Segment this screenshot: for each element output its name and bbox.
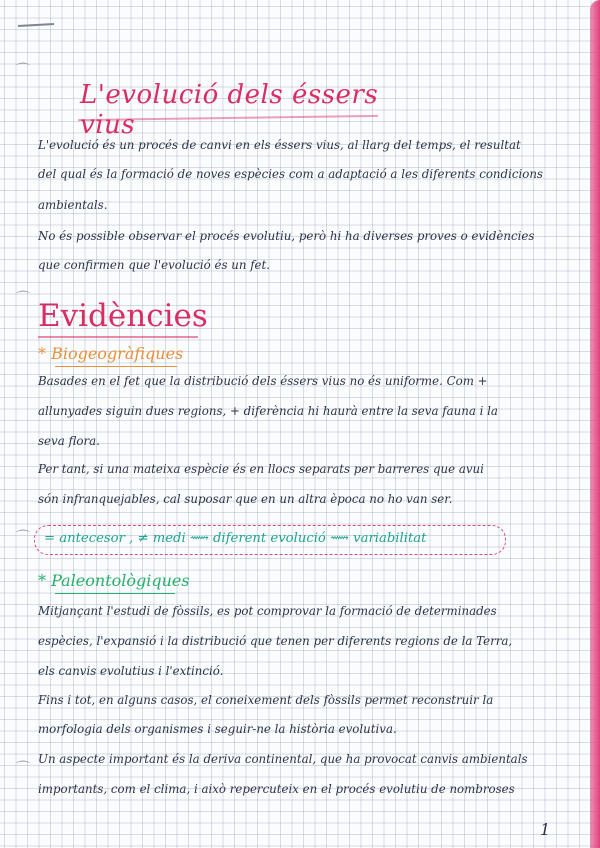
paleo-line: morfologia dels organismes i seguir-ne la història evolutiva.: [38, 722, 397, 736]
biogeo-line: Per tant, si una mateixa espècie és en llocs separats per barreres que avui: [38, 462, 484, 476]
page-title: L'evolució dels éssers vius: [80, 80, 379, 140]
punch-hole-icon: ⌒: [16, 63, 30, 79]
paleo-line: Fins i tot, en alguns casos, el coneixement dels fòssils permet reconstruir la: [38, 693, 494, 707]
subheading-paleontological: * Paleontològiques: [38, 571, 190, 590]
subheading-underline: [55, 366, 177, 367]
intro-line: ambientals.: [38, 198, 108, 212]
punch-hole-icon: ⌒: [16, 530, 30, 546]
callout-text: = antecesor , ≠ medi ⟿ diferent evolució ⟿ variabilitat: [44, 531, 427, 546]
paleo-line: espècies, l'expansió i la distribució que tenen per diferents regions de la Terra,: [38, 634, 513, 648]
heading-underline: [38, 336, 198, 338]
biogeo-line: seva flora.: [38, 434, 100, 448]
biogeo-line: Basades en el fet que la distribució dels éssers vius no és uniforme. Com +: [38, 374, 488, 388]
biogeo-line: allunyades siguin dues regions, + diferència hi haurà entre la seva fauna i la: [38, 404, 498, 418]
paleo-line: Mitjançant l'estudi de fòssils, es pot comprovar la formació de determinades: [38, 604, 497, 618]
margin-mark: [18, 23, 54, 27]
underlined-term: deriva continental: [203, 752, 313, 766]
notebook-binding-edge: [590, 0, 600, 848]
subheading-biogeographic: * Biogeogràfiques: [38, 344, 184, 363]
punch-hole-icon: ⌒: [16, 291, 30, 307]
paleo-line: els canvis evolutius i l'extinció.: [38, 664, 224, 678]
intro-line: L'evolució és un procés de canvi en els éssers vius, al llarg del temps, el resultat: [38, 138, 521, 152]
underlined-term: uniforme: [384, 374, 440, 388]
paleo-line: importants, com el clima, i això repercuteix en el procés evolutiu de nombroses: [38, 782, 515, 796]
section-heading-evidences: Evidències: [38, 298, 208, 334]
intro-line: No és possible observar el procés evolutiu, però hi ha diverses proves o evidències: [38, 229, 535, 243]
page-number: 1: [540, 820, 551, 839]
subheading-underline: [55, 593, 175, 594]
punch-hole-icon: ⌒: [16, 761, 30, 777]
intro-line: que confirmen que l'evolució és un fet.: [38, 258, 271, 272]
biogeo-line: són infranquejables, cal suposar que en un altra època no ho van ser.: [38, 492, 453, 506]
paleo-line: Un aspecte important és la deriva continental, que ha provocat canvis ambientals: [38, 752, 528, 766]
intro-line: del qual és la formació de noves espècies com a adaptació a les diferents condicions: [38, 167, 543, 181]
